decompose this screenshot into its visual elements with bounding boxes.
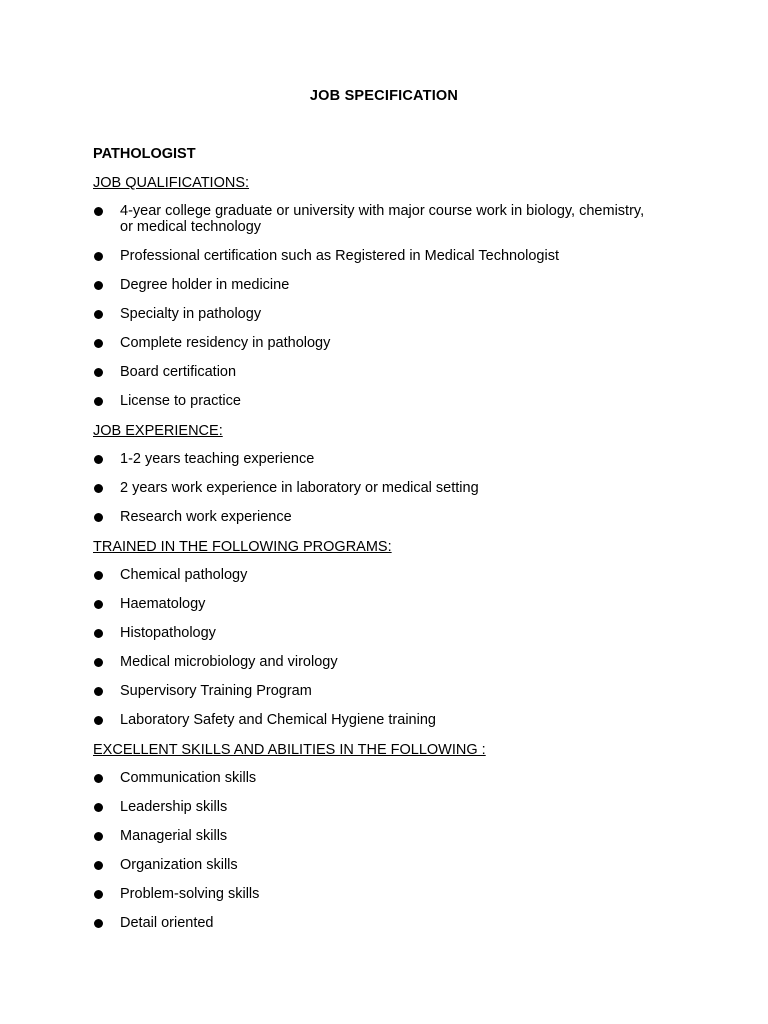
bullet-icon [94,484,103,493]
bullet-icon [94,252,103,261]
bullet-icon [94,281,103,290]
bullet-icon [94,600,103,609]
bullet-icon [94,803,103,812]
list-item-text: Detail oriented [120,915,214,931]
list-item-text: Chemical pathology [120,567,248,583]
qualifications-list [93,203,653,409]
section-heading-experience: JOB EXPERIENCE: [93,423,223,439]
document-title: JOB SPECIFICATION [309,88,459,104]
section-heading-skills: EXCELLENT SKILLS AND ABILITIES IN THE FOLLOWING : [93,742,486,758]
list-item [93,335,653,351]
list-item [93,480,653,496]
list-item-text: Complete residency in pathology [120,335,331,351]
list-item [93,915,653,931]
list-item [93,799,653,815]
list-item [93,625,653,641]
list-item [93,683,653,699]
bullet-icon [94,774,103,783]
bullet-icon [94,455,103,464]
section-heading-training: TRAINED IN THE FOLLOWING PROGRAMS: [93,539,392,555]
list-item-text: Research work experience [120,509,292,525]
training-list [93,567,653,728]
list-item [93,277,653,293]
list-item-text: Organization skills [120,857,238,873]
list-item [93,306,653,322]
bullet-icon [94,832,103,841]
list-item-text: Haematology [120,596,206,612]
bullet-icon [94,339,103,348]
job-name: PATHOLOGIST [93,146,196,162]
list-item [93,364,653,380]
document-body [93,145,653,944]
bullet-icon [94,368,103,377]
bullet-icon [94,397,103,406]
list-item-text: Communication skills [120,770,257,786]
list-item [93,248,653,264]
list-item [93,393,653,409]
list-item-text: Histopathology [120,625,216,641]
list-item [93,886,653,902]
list-item-text: Managerial skills [120,828,228,844]
bullet-icon [94,310,103,319]
bullet-icon [94,207,103,216]
bullet-icon [94,629,103,638]
bullet-icon [94,890,103,899]
list-item-text: Board certification [120,364,237,380]
list-item-text: Supervisory Training Program [120,683,312,699]
list-item [93,596,653,612]
list-item-text: Leadership skills [120,799,228,815]
list-item-text: Medical microbiology and virology [120,654,338,670]
list-item [93,509,653,525]
bullet-icon [94,687,103,696]
skills-list [93,770,653,931]
list-item-text: License to practice [120,393,241,409]
list-item-text: 2 years work experience in laboratory or medical setting [120,480,479,496]
list-item-text: Specialty in pathology [120,306,262,322]
list-item-text: Professional certification such as Registered in Medical Technologist [120,248,559,264]
bullet-icon [94,861,103,870]
list-item [93,451,653,467]
list-item-text: Degree holder in medicine [120,277,290,293]
list-item [93,712,653,728]
list-item-text: Laboratory Safety and Chemical Hygiene training [120,712,436,728]
list-item [93,828,653,844]
list-item [93,770,653,786]
bullet-icon [94,716,103,725]
section-heading-qualifications: JOB QUALIFICATIONS: [93,175,250,191]
bullet-icon [94,571,103,580]
list-item [93,654,653,670]
bullet-icon [94,513,103,522]
list-item [93,567,653,583]
experience-list [93,451,653,525]
list-item [93,857,653,873]
list-item-text: 4-year college graduate or university with major course work in biology, chemistry, or medical technology [120,203,645,235]
bullet-icon [94,919,103,928]
list-item-text: 1-2 years teaching experience [120,451,315,467]
list-item [93,203,653,235]
bullet-icon [94,658,103,667]
list-item-text: Problem-solving skills [120,886,260,902]
